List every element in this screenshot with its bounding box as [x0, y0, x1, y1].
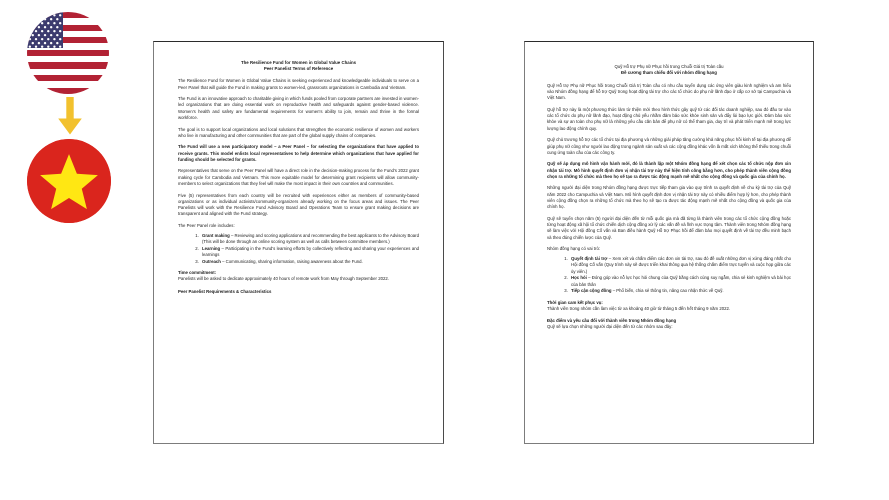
- paragraph-participatory-model: The Fund will use a new participatory model – a Peer Panel – for selecting the organizations that have applied to receive grants. This model enlists local representatives to help determine which organizations that have applied for funding should be selected for grants.: [178, 144, 419, 162]
- paragraph-intro-vi: Quỹ Hỗ trợ Phụ nữ Phục hồi trong Chuỗi Giá trị Toàn cầu có nhu cầu tuyển dụng các ứng viên giàu kinh nghiệm và am hiểu vào Nhóm đồng hạng để hỗ trợ Quỹ trong hoạt động tài trợ cho các tổ chức do phụ nữ lãnh đạo ở cấp cơ sở tại Campuchia và Việt Nam.: [547, 82, 791, 101]
- vietnam-flag-icon: [27, 139, 111, 223]
- list-item: [569, 275, 791, 288]
- document-title-english: [178, 60, 419, 72]
- us-flag-canton: [27, 12, 63, 48]
- time-commitment-text: Panelists will be asked to dedicate approximately 40 hours of remote work from May through September 2022.: [178, 276, 389, 282]
- document-title-vietnamese: [547, 64, 791, 77]
- document-title-line-2: Peer Panelist Terms of Reference: [263, 66, 334, 72]
- role-desc-grant-decision-vi: – Xem xét và chấm điểm các đơn xin tài trợ, sau đó đề xuất những đơn vị xứng đáng nhất cho Hội đồng Cố vấn (Quy trình này sẽ được triển khai thông qua hệ thống chấm điểm trực tuyến và cuộc họp giữa các ủy viên.): [571, 255, 791, 274]
- list-item: [569, 288, 791, 294]
- requirements-heading: Peer Panelist Requirements & Characteristics: [178, 288, 272, 294]
- time-commitment-heading-vi: Thời gian cam kết phục vụ:: [547, 299, 603, 305]
- list-item: [200, 259, 419, 265]
- requirements-heading-vi: Đặc điểm và yêu cầu đối với thành viên trong Nhóm đồng hạng: [547, 318, 677, 324]
- paragraph-recruitment: Five (5) representatives from each country will be recruited with experiences either as members of community-based organizations or as individual activists/community-organizers already working on the focus areas and issues. The Peer Panelists will work with the Resilience Fund Advisory Board and Operations Team to ensure grant making decisions are transparent and aligned with the Fund strategy.: [178, 192, 419, 217]
- paragraph-goal-vi: Quỹ chủ trương hỗ trợ các tổ chức tại địa phương và những giải pháp tăng cường khả năng phục hồi kinh tế tại địa phương để giúp phụ nữ cũng như người lao động trong ngành sản xuất và các cộng đồng khác vốn là mắt xích không thể thiếu trong chuỗi cung ứng toàn cầu của các công ty.: [547, 137, 791, 155]
- list-item: [200, 233, 419, 246]
- role-desc-learning: – Participating in the Fund's learning efforts by collectively reflecting and sharing your experiences and learnings: [202, 245, 419, 257]
- peer-panel-role-list-vi: [547, 256, 791, 295]
- role-term-learning: Learning: [202, 245, 221, 251]
- role-term-learning-vi: Học hỏi: [571, 275, 587, 281]
- paragraph-representatives-role-vi: Những người đại diện trong Nhóm đồng hạng được trực tiếp tham gia vào quy trình ra quyết định về chu kỳ tài trợ của Quỹ năm 2022 cho Campuchia và Việt Nam. Mô hình quyết định đơn vị nhận tài trợ này có nhiều điểm hợp lý hơn, cho phép thành viên cộng đồng chọn ra những tổ chức mà theo họ sẽ tạo ra được tác động mạnh mẽ nhất cho cộng đồng và quốc gia của chính họ.: [547, 185, 791, 210]
- list-item: [569, 256, 791, 275]
- role-desc-grant-making: – Reviewing and scoring applications and recommending the best applicants to the Advisory Board (This will be done through an online scoring system as well as calls between committee members.): [202, 232, 420, 244]
- role-desc-outreach: – Communicating, sharing information, raising awareness about the Fund.: [220, 258, 363, 264]
- document-title-line-1: The Resilience Fund for Women in Global Value Chains: [240, 60, 357, 65]
- paragraph-representatives-role: Representatives that serve on the Peer Panel will have a direct role in the decision-making process for the Fund's 2022 grant making cycle for Cambodia and Vietnam. This more equitable model for determining grant recipients will allow community-members to select organizations that they feel will make the most impact in their own countries and communities.: [178, 168, 419, 187]
- document-title-line-2-vi: Đề cương tham chiếu đối với nhóm đồng hạng: [621, 70, 717, 76]
- document-title-line-1-vi: Quỹ Hỗ trợ Phụ nữ Phục hồi trong Chuỗi Giá trị Toàn cầu: [614, 64, 724, 69]
- paragraph-goal: The goal is to support local organizations and local solutions that strengthen the economic resilience of women and workers who live in manufacturing and other communities that are part of the global supply chains of companies.: [178, 126, 419, 138]
- paragraph-intro: The Resilience Fund for Women in Global Value Chains is seeking experienced and knowledgeable individuals to serve on a Peer Panel that will guide the Fund in making grants to women-led, grassroots organizations in Cambodia and Vietnam.: [178, 78, 419, 90]
- paragraph-recruitment-vi: Quỹ sẽ tuyển chọn năm (5) người đại diện đến từ mỗi quốc gia mà đã từng là thành viên trong các tổ chức cộng đồng hoặc từng hoạt động xã hội tổ chức chiến dịch cộng đồng xử lý các vấn đề và lĩnh vực trọng tâm. Thành viên trong Nhóm đồng hạng sẽ làm việc với Hội đồng Cố vấn và Ban điều hành Quỹ Hỗ trợ Phục hồi để đảm bảo mọi quyết định về tài trợ đều minh bạch và theo đúng chiến lược của Quỹ.: [547, 215, 791, 240]
- time-commitment-heading: Time commitment:: [178, 269, 217, 275]
- requirements-intro-vi: Quỹ sẽ lựa chọn những người đại diện đến từ các nhóm sau đây:: [547, 324, 673, 330]
- paragraph-fund-approach-vi: Quỹ hỗ trợ này là một phương thức làm từ thiện mới theo hình thức gây quỹ từ các đối tác doanh nghiệp, sau đó đầu tư vào các tổ chức do phụ nữ lãnh đạo, hoạt động chủ yếu nhằm đảm bảo sức khỏe sinh sản và đẩy lùi bạo lực giới. Đảm bảo sức khỏe và sự an toàn cho phụ nữ là những yêu cầu căn bản để phụ nữ có thể tham gia, duy trì và phát triển mạnh mẽ trong lực lượng lao động chính quy.: [547, 106, 791, 131]
- document-page-english[interactable]: [153, 41, 444, 444]
- document-page-vietnamese[interactable]: [524, 41, 814, 444]
- list-item: [200, 246, 419, 259]
- role-list-intro: The Peer Panel role includes:: [178, 222, 235, 228]
- us-flag-icon: [27, 12, 109, 94]
- flag-transition-graphic: [0, 0, 140, 500]
- role-list-intro-vi: Nhóm đồng hạng có vai trò:: [547, 246, 601, 252]
- time-commitment-text-vi: Thành viên trong nhóm cần làm việc từ xa khoảng 40 giờ từ tháng 5 đến hết tháng 9 năm 2022.: [547, 305, 731, 311]
- role-desc-learning-vi: – Đóng góp vào nỗ lực học hỏi chung của Quỹ bằng cách cùng suy ngẫm, chia sẻ kinh nghiệm và bài học của bản thân: [571, 275, 791, 287]
- role-term-outreach-vi: Tiếp cận cộng đồng: [571, 288, 612, 294]
- arrow-down-icon: [57, 97, 83, 135]
- role-desc-outreach-vi: – Phổ biến, chia sẻ thông tin, nâng cao nhận thức về Quỹ.: [611, 288, 724, 294]
- role-term-outreach: Outreach: [202, 258, 221, 264]
- paragraph-participatory-model-vi: Quỹ sẽ áp dụng mô hình vận hành mới, đó là thành lập một Nhóm đồng hạng để xét chọn các tổ chức nộp đơn xin nhận tài trợ. Mô hình quyết định đơn vị nhận tài trợ này thể hiện tính công bằng hơn, cho phép thành viên cộng đồng chọn ra những tổ chức mà theo họ sẽ tạo ra được tác động mạnh mẽ nhất cho cộng đồng và quốc gia của chính họ.: [547, 161, 791, 179]
- role-term-grant-making: Grant making: [202, 232, 230, 238]
- paragraph-fund-approach: The Fund is an innovative approach to charitable giving in which funds pooled from corporate partners are invested in women-led organizations that are doing essential work on reproductive health and safeguards against gender-based violence. Women's health and safety are fundamental requirements for women's ability to join, remain and thrive in the formal workforce.: [178, 96, 419, 121]
- peer-panel-role-list: [178, 233, 419, 265]
- role-term-grant-decision-vi: Quyết định tài trợ: [571, 255, 608, 261]
